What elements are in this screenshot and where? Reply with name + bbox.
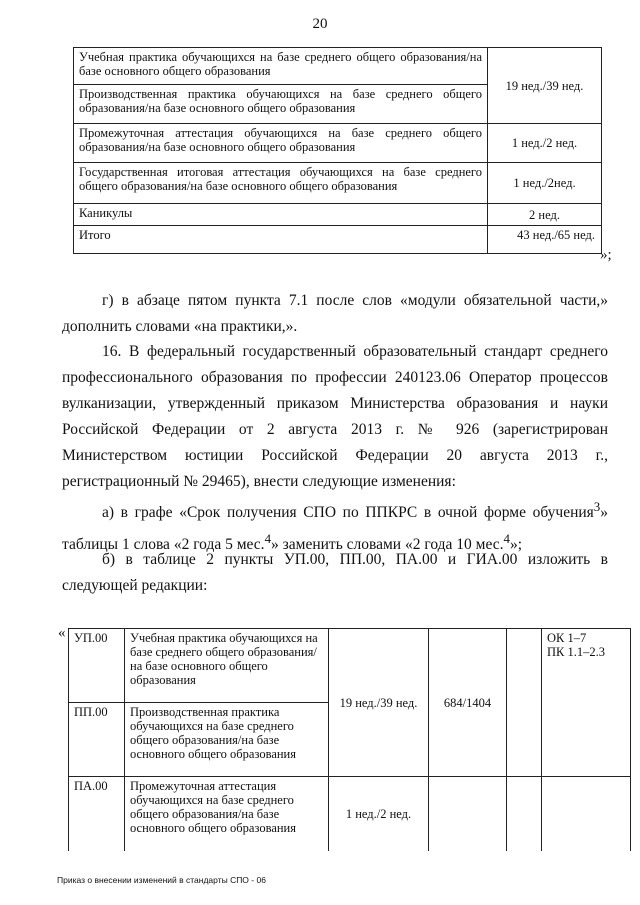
duration-cell-merged: 19 нед./39 нед.	[329, 629, 429, 777]
competencies-cell	[542, 629, 631, 777]
name-cell: Промежуточная аттестация обучающихся на базе среднего общего образования/на базе основного общего образования	[125, 777, 329, 852]
paragraph-g: г) в абзаце пятом пункта 7.1 после слов «модули обязательной части,» дополнить словами «на практики,».	[62, 292, 608, 335]
hours-cell	[429, 777, 507, 852]
table-cell: Итого	[74, 226, 488, 254]
closing-quote: »;	[600, 247, 612, 263]
code-cell: ПП.00	[69, 703, 125, 777]
paragraph-b: б) в таблице 2 пункты УП.00, ПП.00, ПА.00 и ГИА.00 изложить в следующей редакции:	[62, 551, 608, 594]
duration-cell: 1 нед./2 нед.	[329, 777, 429, 852]
table-cell: Промежуточная аттестация обучающихся на базе среднего общего образования/на базе основного общего образования	[74, 124, 488, 163]
table-cell: 43 нед./65 нед.	[488, 226, 602, 254]
code-cell: УП.00	[69, 629, 125, 703]
top-table	[73, 47, 602, 254]
table-cell: Каникулы	[74, 204, 488, 226]
table-cell: 2 нед.	[488, 204, 602, 226]
code-cell: ПА.00	[69, 777, 125, 852]
table-row	[69, 777, 631, 852]
table-row	[74, 48, 602, 85]
name-cell: Производственная практика обучающихся на базе среднего общего образования/на базе основного общего образования	[125, 703, 329, 777]
paragraph-a-text: » заменить словами «2 года 10 мес.	[271, 536, 504, 554]
bottom-table	[68, 628, 631, 851]
competency: ОК 1–7	[547, 631, 587, 645]
paragraph-item-16: 16. В федеральный государственный образовательный стандарт среднего профессионального образования по профессии 240123.06 Оператор процессов вулканизации, утвержденный приказом Министерства образования и науки Российской Федерации от 2 августа 2013 г. № 926 (зарегистрирован Министерством юстиции Российской Федерации 20 августа 2013 г., регистрационный № 29465), внести следующие изменения:	[62, 343, 608, 490]
footnote-mark: 4	[264, 531, 272, 547]
page-number: 20	[312, 16, 328, 32]
hours-cell-merged: 684/1404	[429, 629, 507, 777]
table-row	[74, 226, 602, 254]
paragraph-a-text: » таблицы 1 слова «2 года 5 мес.	[62, 504, 608, 554]
table-row	[74, 163, 602, 204]
footer-note: Приказ о внесении изменений в стандарты СПО - 06	[57, 875, 266, 885]
table-cell: Государственная итоговая аттестация обучающихся на базе среднего общего образования/на базе основного общего образования	[74, 163, 488, 204]
competencies-cell	[542, 777, 631, 852]
paragraph-a-text: а) в графе «Срок получения СПО по ППКРС в очной форме обучения	[102, 504, 594, 522]
table-row	[74, 204, 602, 226]
footnote-mark: 3	[593, 499, 601, 514]
empty-cell	[507, 629, 542, 777]
opening-quote: «	[58, 625, 66, 641]
table-cell: Производственная практика обучающихся на базе среднего общего образования/на базе основного общего образования	[74, 85, 488, 124]
table-cell: Учебная практика обучающихся на базе среднего общего образования/на базе основного общего образования	[74, 48, 488, 85]
footnote-mark: 4	[503, 531, 510, 547]
table-cell: 1 нед./2нед.	[488, 163, 602, 204]
name-cell: Учебная практика обучающихся на базе среднего общего образования/на базе основного общего образования	[125, 629, 329, 703]
table-cell-merged-duration: 19 нед./39 нед.	[488, 48, 602, 124]
competency: ПК 1.1–2.3	[547, 645, 605, 659]
empty-cell	[507, 777, 542, 852]
paragraph-a-text: »;	[509, 536, 522, 554]
table-row	[69, 629, 631, 703]
table-cell: 1 нед./2 нед.	[488, 124, 602, 163]
table-row	[74, 124, 602, 163]
